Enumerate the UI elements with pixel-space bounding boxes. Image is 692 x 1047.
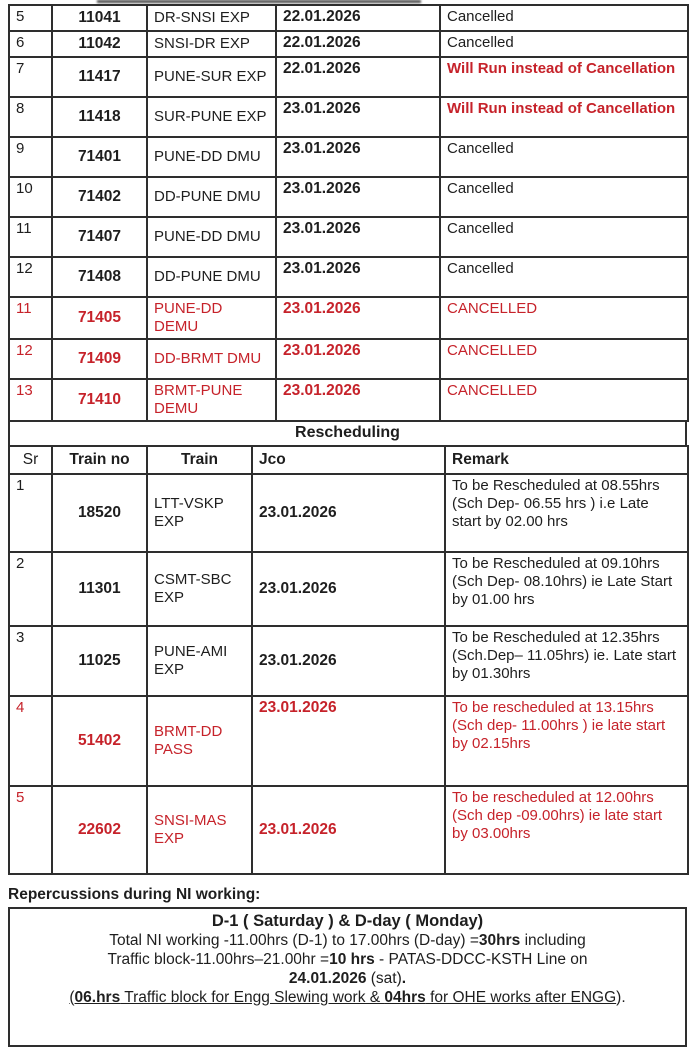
cell-sr: 7: [9, 57, 52, 97]
cell-train: BRMT-PUNE DEMU: [147, 379, 276, 421]
cell-sr: 5: [9, 5, 52, 31]
cell-sr: 5: [9, 786, 52, 874]
cell-remark: Cancelled: [440, 31, 688, 57]
cancellation-row: [9, 137, 688, 177]
cancellation-row: [9, 257, 688, 297]
cell-train: CSMT-SBC EXP: [147, 552, 252, 626]
cell-date: 23.01.2026: [276, 97, 440, 137]
cell-remark: CANCELLED: [440, 297, 688, 339]
cell-train: SUR-PUNE EXP: [147, 97, 276, 137]
cell-jco: 23.01.2026: [252, 474, 445, 552]
header-sr: Sr: [9, 446, 52, 474]
cell-remark: Cancelled: [440, 137, 688, 177]
cell-train_no: 51402: [52, 696, 147, 786]
rescheduling-row: [9, 474, 688, 552]
cell-train_no: 11301: [52, 552, 147, 626]
cell-sr: 10: [9, 177, 52, 217]
cancellation-row: [9, 297, 688, 339]
cell-sr: 6: [9, 31, 52, 57]
cell-train: BRMT-DD PASS: [147, 696, 252, 786]
cell-jco: 23.01.2026: [252, 696, 445, 786]
cell-remark: To be rescheduled at 12.00hrs (Sch dep -09.00hrs) ie late start by 03.00hrs: [445, 786, 688, 874]
text-segment: 10 hrs: [329, 951, 375, 968]
text-segment: for OHE works after: [425, 989, 571, 1006]
cell-train_no: 18520: [52, 474, 147, 552]
cell-sr: 13: [9, 379, 52, 421]
text-segment: 30hrs: [478, 932, 521, 949]
cell-date: 23.01.2026: [276, 257, 440, 297]
repercussions-line: [18, 969, 677, 988]
text-segment: Traffic block for Engg Slewing work &: [120, 989, 385, 1006]
cell-remark: Will Run instead of Cancellation: [440, 97, 688, 137]
cell-jco: 23.01.2026: [252, 552, 445, 626]
cell-remark: To be Rescheduled at 09.10hrs (Sch Dep- 08.10hrs) ie Late Start by 01.00 hrs: [445, 552, 688, 626]
cell-train: PUNE-AMI EXP: [147, 626, 252, 696]
cell-date: 23.01.2026: [276, 379, 440, 421]
cell-date: 23.01.2026: [276, 297, 440, 339]
cell-date: 22.01.2026: [276, 31, 440, 57]
cancellation-row: [9, 5, 688, 31]
cell-remark: To be Rescheduled at 12.35hrs (Sch.Dep– 11.05hrs) ie. Late start by 01.30hrs: [445, 626, 688, 696]
repercussions-line: [18, 912, 677, 931]
cell-remark: Cancelled: [440, 5, 688, 31]
header-jco: Jco: [252, 446, 445, 474]
cell-train_no: 22602: [52, 786, 147, 874]
text-segment: including: [520, 932, 586, 949]
cell-jco: 23.01.2026: [252, 786, 445, 874]
cell-train_no: 71408: [52, 257, 147, 297]
cell-train: PUNE-DD DMU: [147, 137, 276, 177]
cell-train: DD-PUNE DMU: [147, 177, 276, 217]
cell-remark: Cancelled: [440, 257, 688, 297]
cell-sr: 1: [9, 474, 52, 552]
cell-remark: CANCELLED: [440, 379, 688, 421]
cancellation-row: [9, 379, 688, 421]
rescheduling-table-body: [9, 474, 688, 874]
cell-train_no: 71402: [52, 177, 147, 217]
cell-train: PUNE-DD DMU: [147, 217, 276, 257]
text-segment: - PATAS-DDCC-KSTH Line on: [374, 951, 588, 968]
cell-date: 23.01.2026: [276, 339, 440, 379]
cell-train: SNSI-DR EXP: [147, 31, 276, 57]
repercussions-line: [18, 988, 677, 1007]
cell-date: 22.01.2026: [276, 5, 440, 31]
cell-remark: CANCELLED: [440, 339, 688, 379]
header-train: Train: [147, 446, 252, 474]
text-segment: D-1 ( Saturday ) & D-day ( Monday): [211, 912, 484, 930]
cell-train_no: 71410: [52, 379, 147, 421]
cell-train_no: 71409: [52, 339, 147, 379]
cancellation-row: [9, 339, 688, 379]
text-segment: ).: [616, 989, 626, 1006]
text-segment: (: [69, 989, 75, 1006]
cell-sr: 4: [9, 696, 52, 786]
cell-date: 23.01.2026: [276, 137, 440, 177]
text-segment: Traffic block-11.00hrs–21.00hr =: [107, 951, 330, 968]
cell-train_no: 71401: [52, 137, 147, 177]
cell-train_no: 11418: [52, 97, 147, 137]
cell-train: SNSI-MAS EXP: [147, 786, 252, 874]
text-segment: Total NI working -11.00hrs (D-1) to 17.00hrs (D-day) =: [109, 932, 479, 949]
document-body: [8, 4, 687, 875]
cancellation-row: [9, 217, 688, 257]
header-train-no: Train no: [52, 446, 147, 474]
cell-remark: Will Run instead of Cancellation: [440, 57, 688, 97]
repercussions-box: [8, 907, 687, 1047]
cell-jco: 23.01.2026: [252, 626, 445, 696]
cell-sr: 9: [9, 137, 52, 177]
cell-sr: 3: [9, 626, 52, 696]
header-remark: Remark: [445, 446, 688, 474]
cancellation-row: [9, 57, 688, 97]
rescheduling-section-title: Rescheduling: [8, 422, 687, 445]
cancellation-row: [9, 31, 688, 57]
scan-edge-artifact: [97, 0, 421, 3]
cancellation-table: [8, 4, 689, 422]
cell-remark: Cancelled: [440, 177, 688, 217]
cell-train_no: 71405: [52, 297, 147, 339]
cell-sr: 2: [9, 552, 52, 626]
cell-train: DD-PUNE DMU: [147, 257, 276, 297]
cell-sr: 12: [9, 257, 52, 297]
rescheduling-table: [8, 445, 689, 875]
text-segment: (sat): [366, 970, 402, 987]
cancellation-table-body: [9, 5, 688, 421]
text-segment: ENGG: [570, 989, 617, 1006]
text-segment: 24.01.2026: [288, 970, 367, 987]
rescheduling-row: [9, 786, 688, 874]
cell-train: LTT-VSKP EXP: [147, 474, 252, 552]
cell-train_no: 11042: [52, 31, 147, 57]
header-row: [9, 446, 688, 474]
rescheduling-row: [9, 552, 688, 626]
cell-remark: To be rescheduled at 13.15hrs (Sch dep- 11.00hrs ) ie late start by 02.15hrs: [445, 696, 688, 786]
text-segment: 06.hrs: [74, 989, 121, 1006]
cell-train_no: 11417: [52, 57, 147, 97]
cell-remark: Cancelled: [440, 217, 688, 257]
cancellation-row: [9, 177, 688, 217]
cell-sr: 8: [9, 97, 52, 137]
text-segment: 04hrs: [384, 989, 426, 1006]
repercussions-line: [18, 950, 677, 969]
cell-train: DR-SNSI EXP: [147, 5, 276, 31]
cell-sr: 11: [9, 217, 52, 257]
cell-date: 23.01.2026: [276, 217, 440, 257]
cell-remark: To be Rescheduled at 08.55hrs (Sch Dep- 06.55 hrs ) i.e Late start by 02.00 hrs: [445, 474, 688, 552]
text-segment: .: [401, 970, 407, 987]
cell-train_no: 11041: [52, 5, 147, 31]
cell-sr: 11: [9, 297, 52, 339]
rescheduling-row: [9, 696, 688, 786]
cell-train_no: 11025: [52, 626, 147, 696]
rescheduling-table-header: [9, 446, 688, 474]
cell-sr: 12: [9, 339, 52, 379]
rescheduling-row: [9, 626, 688, 696]
repercussions-line: [18, 931, 677, 950]
cell-train: DD-BRMT DMU: [147, 339, 276, 379]
cell-date: 22.01.2026: [276, 57, 440, 97]
cell-train_no: 71407: [52, 217, 147, 257]
repercussions-heading: Repercussions during NI working:: [8, 886, 261, 903]
cell-date: 23.01.2026: [276, 177, 440, 217]
cancellation-row: [9, 97, 688, 137]
cell-train: PUNE-DD DEMU: [147, 297, 276, 339]
cell-train: PUNE-SUR EXP: [147, 57, 276, 97]
